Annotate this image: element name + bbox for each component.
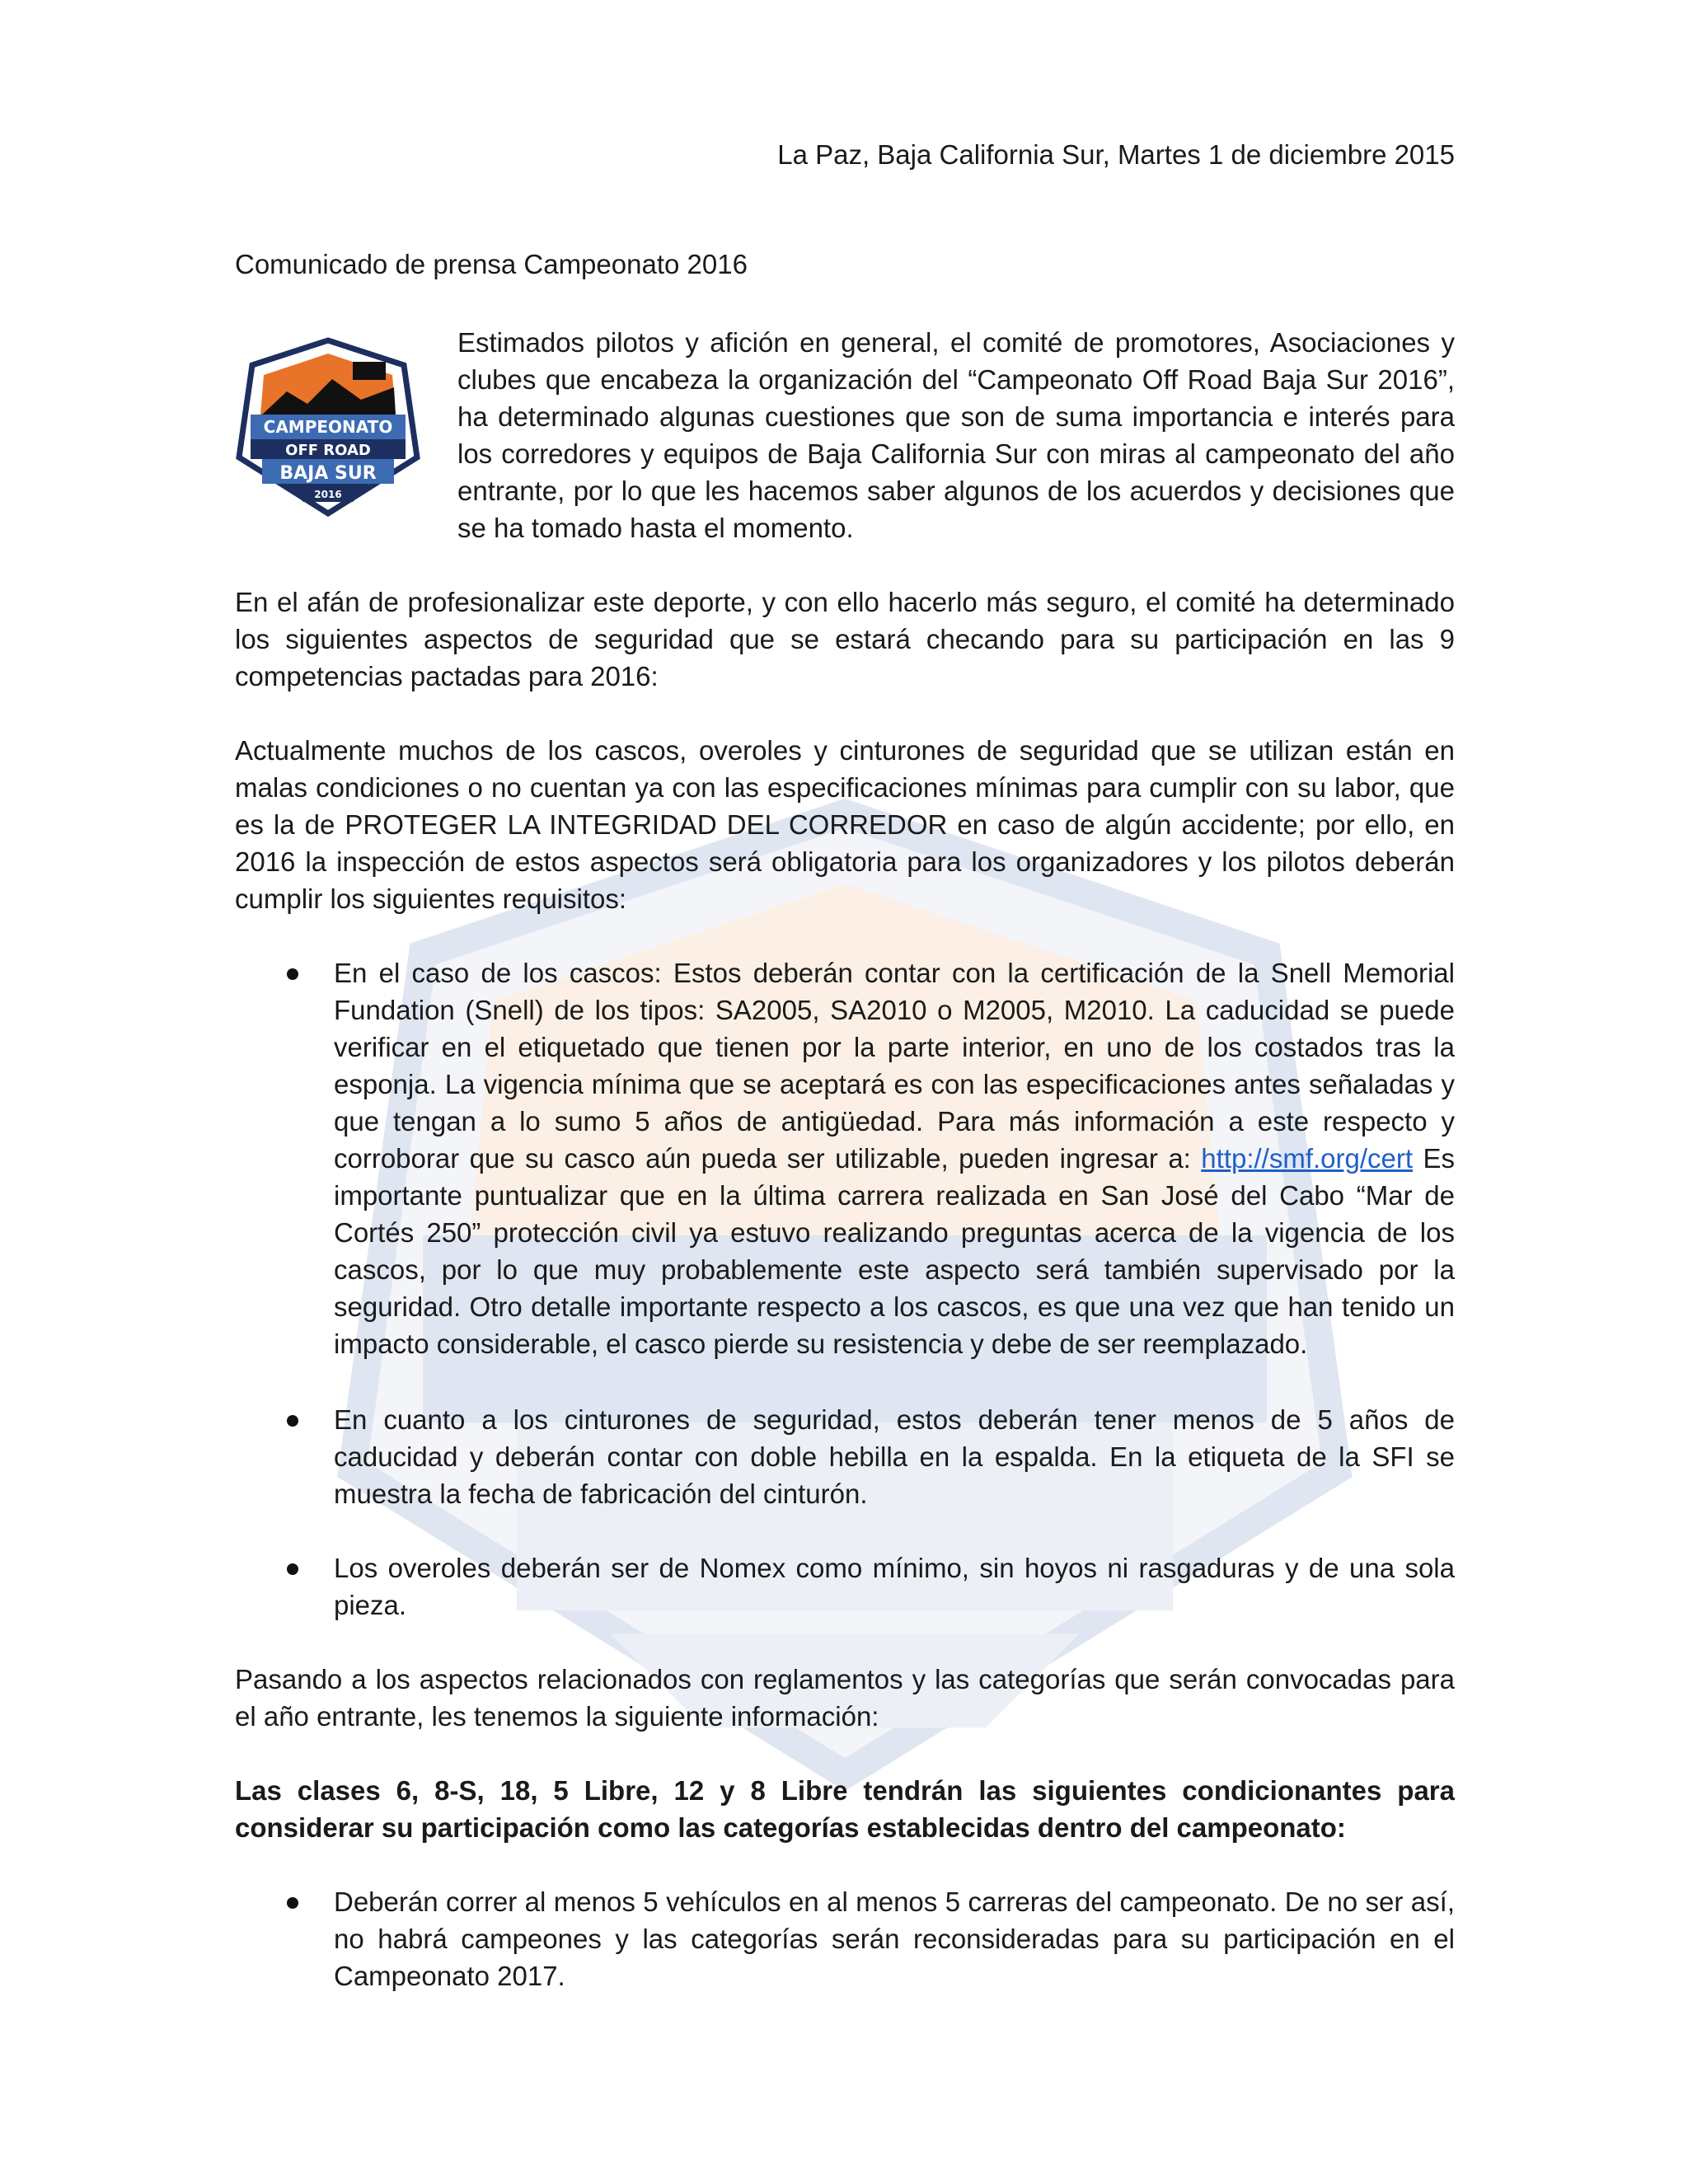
logo-line-2: OFF ROAD xyxy=(285,442,371,459)
bullet-icon xyxy=(287,1415,298,1427)
press-release-subject: Comunicado de prensa Campeonato 2016 xyxy=(235,249,748,279)
classes-heading: Las clases 6, 8-S, 18, 5 Libre, 12 y 8 Libre tendrán las siguientes condicionantes para considerar su participación como las categorías establecidas dentro del campeonato: xyxy=(235,1775,1455,1843)
list-item xyxy=(235,1549,1455,1624)
regulations-paragraph: Pasando a los aspectos relacionados con reglamentos y las categorías que serán convocadas para el año entrante, les tenemos la siguiente información: xyxy=(235,1664,1455,1732)
overall-text: Los overoles deberán ser de Nomex como mínimo, sin hoyos ni rasgaduras y de una sola pieza. xyxy=(334,1553,1455,1620)
bullet-icon xyxy=(287,1897,298,1909)
vehicles-text: Deberán correr al menos 5 vehículos en al menos 5 carreras del campeonato. De no ser así, no habrá campeones y las categorías serán reconsideradas para su participación en el Campeonato 2017. xyxy=(334,1886,1455,1991)
logo-line-1: CAMPEONATO xyxy=(263,417,393,437)
campeonato-off-road-logo xyxy=(229,334,427,519)
date-line: La Paz, Baja California Sur, Martes 1 de diciembre 2015 xyxy=(777,139,1455,170)
logo-line-3: BAJA SUR xyxy=(279,463,377,484)
intro-paragraph: Estimados pilotos y afición en general, el comité de promotores, Asociaciones y clubes que encabeza la organización del “Campeonato Off Road Baja Sur 2016”, ha determinado algunas cuestiones que son de suma importancia e interés para los corredores y equipos de Baja California Sur con miras al campeonato del año entrante, por lo que les hacemos saber algunos de los acuerdos y decisiones que se ha tomado hasta el momento. xyxy=(457,327,1455,543)
belt-text: En cuanto a los cinturones de seguridad, estos deberán tener menos de 5 años de caducidad y deberán contar con doble hebilla en la espalda. En la etiqueta de la SFI se muestra la fecha de fabricación del cinturón. xyxy=(334,1404,1455,1509)
overall-bullet-list xyxy=(235,1549,1455,1624)
vehicles-bullet-list xyxy=(235,1883,1455,1994)
helmet-text-part1: En el caso de los cascos: Estos deberán contar con la certificación de la Snell Memorial Fundation (Snell) de los tipos: SA2005, SA2010 o M2005, M2010. La caducidad se puede verificar en el etiquetado que tienen por la parte interior, en uno de los costados tras la esponja. La vigencia mínima que se aceptará es con las especificaciones antes señaladas y que tengan a lo sumo 5 años de antigüedad. Para más información a este respecto y corroborar que su casco aún pueda ser utilizable, pueden ingresar a: xyxy=(334,958,1455,1174)
equipment-paragraph: Actualmente muchos de los cascos, overoles y cinturones de seguridad que se utilizan están en malas condiciones o no cuentan ya con las especificaciones mínimas para cumplir con su labor, que es la de PROTEGER LA INTEGRIDAD DEL CORREDOR en caso de algún accidente; por ello, en 2016 la inspección de estos aspectos será obligatoria para los organizadores y los pilotos deberán cumplir los siguientes requisitos: xyxy=(235,735,1455,914)
belt-bullet-list xyxy=(235,1401,1455,1512)
list-item xyxy=(235,954,1455,1362)
list-item xyxy=(235,1883,1455,1994)
logo-year: 2016 xyxy=(314,489,342,500)
bullet-icon xyxy=(287,1563,298,1575)
safety-paragraph: En el afán de profesionalizar este deporte, y con ello hacerlo más seguro, el comité ha determinado los siguientes aspectos de seguridad que se estará checando para su participación en las 9 competencias pactadas para 2016: xyxy=(235,587,1455,691)
bullet-icon xyxy=(287,968,298,980)
helmet-text-part2: Es importante puntualizar que en la última carrera realizada en San José del Cabo “Mar de Cortés 250” protección civil ya estuvo realizando preguntas acerca de la vigencia de los cascos, por lo que muy probablemente este aspecto será también supervisado por la seguridad. Otro detalle importante respecto a los cascos, es que una vez que han tenido un impacto considerable, el casco pierde su resistencia y debe de ser reemplazado. xyxy=(334,1143,1455,1359)
smf-cert-link[interactable]: http://smf.org/cert xyxy=(1201,1143,1414,1174)
helmet-bullet-list xyxy=(235,954,1455,1362)
list-item xyxy=(235,1401,1455,1512)
